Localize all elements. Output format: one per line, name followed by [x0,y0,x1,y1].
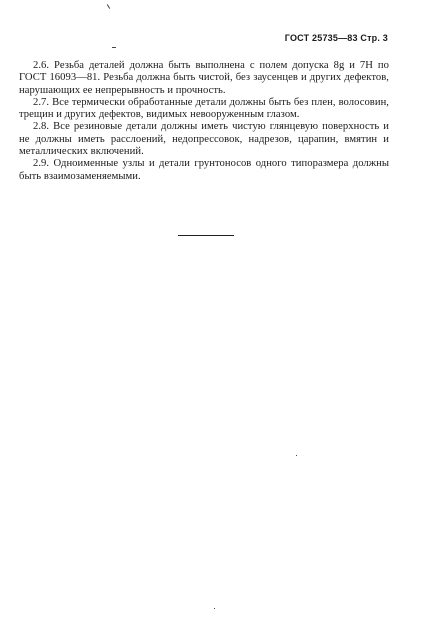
paragraph-2-8: 2.8. Все резиновые детали должны иметь чистую глянцевую поверхность и не должны иметь расслоений, недопрессовок, надрезов, царапин, вмятин и металлических включений. [19,121,389,158]
scan-speck [107,4,110,9]
section-divider [178,235,234,236]
scan-speck [214,608,215,609]
paragraph-2-9: 2.9. Одноименные узлы и детали грунтоносов одного типоразмера должны быть взаимозаменяемыми. [19,158,389,182]
scan-speck [296,455,297,456]
page-header: ГОСТ 25735—83 Стр. 3 [284,33,388,43]
paragraph-2-6: 2.6. Резьба деталей должна быть выполнена с полем допуска 8g и 7H по ГОСТ 16093—81. Резьба должна быть чистой, без заусенцев и других дефектов, нарушающих ее непрерывность и прочность. [19,60,389,96]
paragraph-2-7: 2.7. Все термически обработанные детали должны быть без плен, волосовин, трещин и других дефектов, видимых невооруженным глазом. [19,96,389,121]
scan-speck [112,47,116,48]
body-text [19,60,389,183]
